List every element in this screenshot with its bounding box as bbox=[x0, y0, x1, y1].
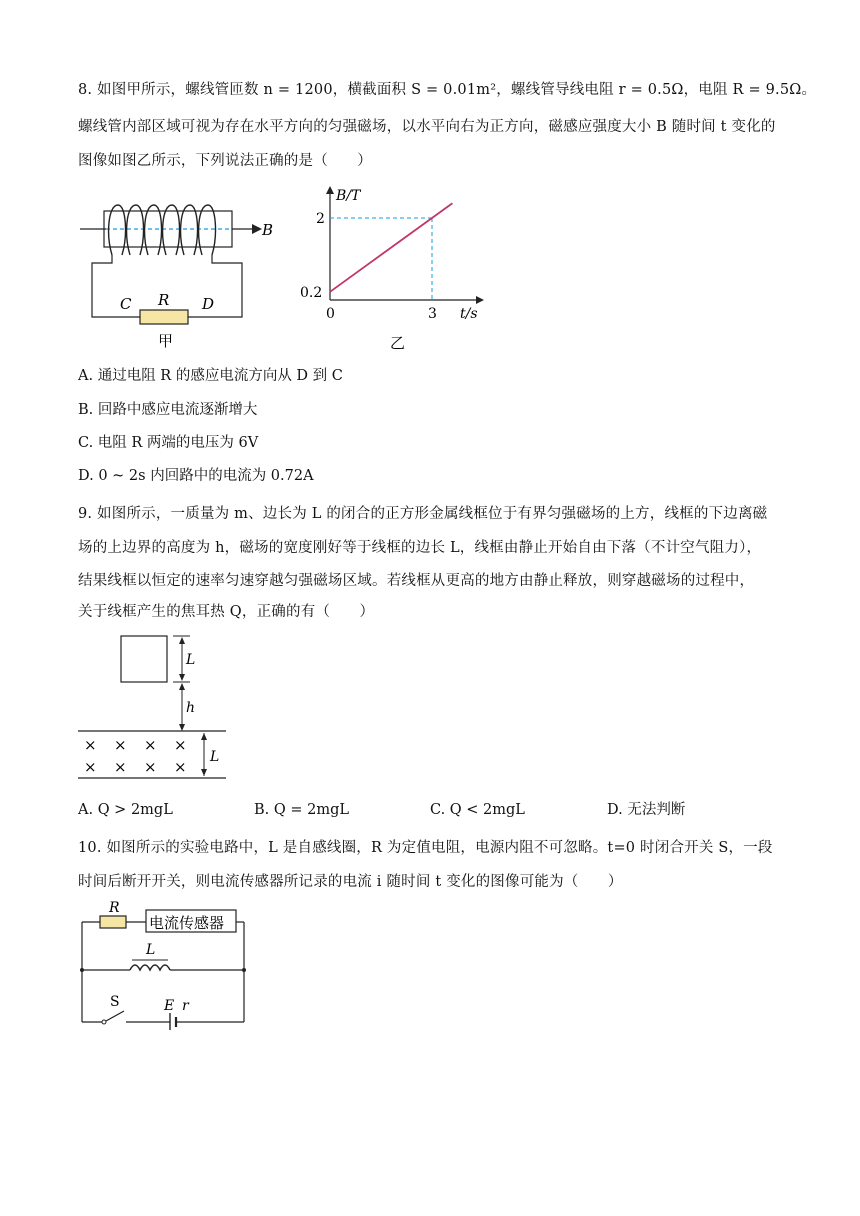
q9-option-b[interactable]: B. Q = 2mgL bbox=[254, 802, 350, 818]
q8-option-b[interactable]: B. 回路中感应电流逐渐增大 bbox=[78, 402, 258, 418]
q9-option-d[interactable]: D. 无法判断 bbox=[607, 802, 686, 818]
svg-text:×: × bbox=[84, 736, 97, 754]
lead-left bbox=[92, 255, 140, 317]
svg-text:×: × bbox=[84, 758, 97, 776]
q9-line-1: 9. 如图所示，一质量为 m、边长为 L 的闭合的正方形金属线框位于有界匀强磁场的上方，线框的下边离磁 bbox=[78, 506, 768, 522]
q9-line-2: 场的上边界的高度为 h，磁场的宽度刚好等于线框的边长 L，线框由静止开始自由下落（不计空气阻力）， bbox=[78, 540, 762, 556]
x-axis-arrow bbox=[476, 296, 484, 304]
q9-option-c[interactable]: C. Q < 2mgL bbox=[430, 802, 525, 818]
series-line-b bbox=[330, 203, 452, 292]
label-b: B bbox=[262, 221, 274, 239]
label-r: R bbox=[109, 900, 120, 916]
q8-line-2: 螺线管内部区域可视为存在水平方向的匀强磁场，以水平向右为正方向，磁感应强度大小 B 随时间 t 变化的 bbox=[78, 119, 776, 135]
caption-jia: 甲 bbox=[158, 332, 174, 350]
square-frame bbox=[121, 636, 167, 682]
q8-line-3: 图像如图乙所示，下列说法正确的是（ ） bbox=[78, 153, 372, 169]
label-l: L bbox=[146, 942, 156, 958]
svg-text:×: × bbox=[174, 736, 187, 754]
q8-option-d[interactable]: D. 0 ~ 2s 内回路中的电流为 0.72A bbox=[78, 468, 314, 484]
svg-text:×: × bbox=[144, 758, 157, 776]
label-l-top: L bbox=[186, 652, 196, 668]
q8-option-a[interactable]: A. 通过电阻 R 的感应电流方向从 D 到 C bbox=[78, 368, 343, 384]
field-crosses bbox=[84, 736, 187, 776]
svg-text:×: × bbox=[114, 758, 127, 776]
figure-yi-chart bbox=[296, 182, 496, 354]
resistor-r bbox=[140, 310, 188, 324]
figure-jia-solenoid bbox=[76, 195, 286, 355]
x-axis-label: t/s bbox=[460, 306, 478, 322]
x-tick-3: 3 bbox=[428, 306, 437, 322]
resistor-r bbox=[100, 916, 126, 928]
q9-line-3: 结果线框以恒定的速率匀速穿越匀强磁场区域。若线框从更高的地方由静止释放，则穿越磁场的过程中， bbox=[78, 573, 755, 589]
q10-line-1: 10. 如图所示的实验电路中，L 是自感线圈，R 为定值电阻，电源内阻不可忽略。t=0 时闭合开关 S，一段 bbox=[78, 840, 773, 856]
label-sensor: 电流传感器 bbox=[149, 914, 225, 932]
lead-right bbox=[188, 255, 242, 317]
caption-yi: 乙 bbox=[390, 334, 406, 352]
switch-s bbox=[106, 1011, 124, 1021]
x-tick-0: 0 bbox=[326, 306, 335, 322]
q10-line-2: 时间后断开开关，则电流传感器所记录的电流 i 随时间 t 变化的图像可能为（ ） bbox=[78, 874, 623, 890]
label-r-internal: r bbox=[182, 998, 189, 1014]
label-d: D bbox=[202, 295, 215, 313]
q9-option-a[interactable]: A. Q > 2mgL bbox=[78, 802, 173, 818]
q9-line-4: 关于线框产生的焦耳热 Q，正确的有（ ） bbox=[78, 604, 375, 620]
svg-text:×: × bbox=[174, 758, 187, 776]
y-tick-2: 2 bbox=[316, 211, 325, 227]
figure-q9-field bbox=[76, 630, 236, 786]
y-axis-arrow bbox=[326, 186, 334, 194]
svg-text:×: × bbox=[144, 736, 157, 754]
label-h: h bbox=[186, 700, 196, 716]
figure-q10-circuit bbox=[76, 898, 256, 1030]
q8-line-1: 8. 如图甲所示，螺线管匝数 n = 1200，横截面积 S = 0.01m²，螺线管导线电阻 r = 0.5Ω，电阻 R = 9.5Ω。 bbox=[78, 82, 817, 98]
b-arrow-head bbox=[252, 224, 262, 234]
y-axis-label: B/T bbox=[336, 188, 361, 204]
label-e: E bbox=[164, 998, 175, 1014]
label-l-field: L bbox=[210, 749, 220, 765]
label-c: C bbox=[120, 295, 132, 313]
q8-option-c[interactable]: C. 电阻 R 两端的电压为 6V bbox=[78, 435, 259, 451]
svg-text:×: × bbox=[114, 736, 127, 754]
label-r: R bbox=[158, 291, 170, 309]
label-s: S bbox=[110, 994, 120, 1010]
y-tick-0-2: 0.2 bbox=[300, 284, 323, 301]
inductor-coil bbox=[130, 965, 170, 970]
